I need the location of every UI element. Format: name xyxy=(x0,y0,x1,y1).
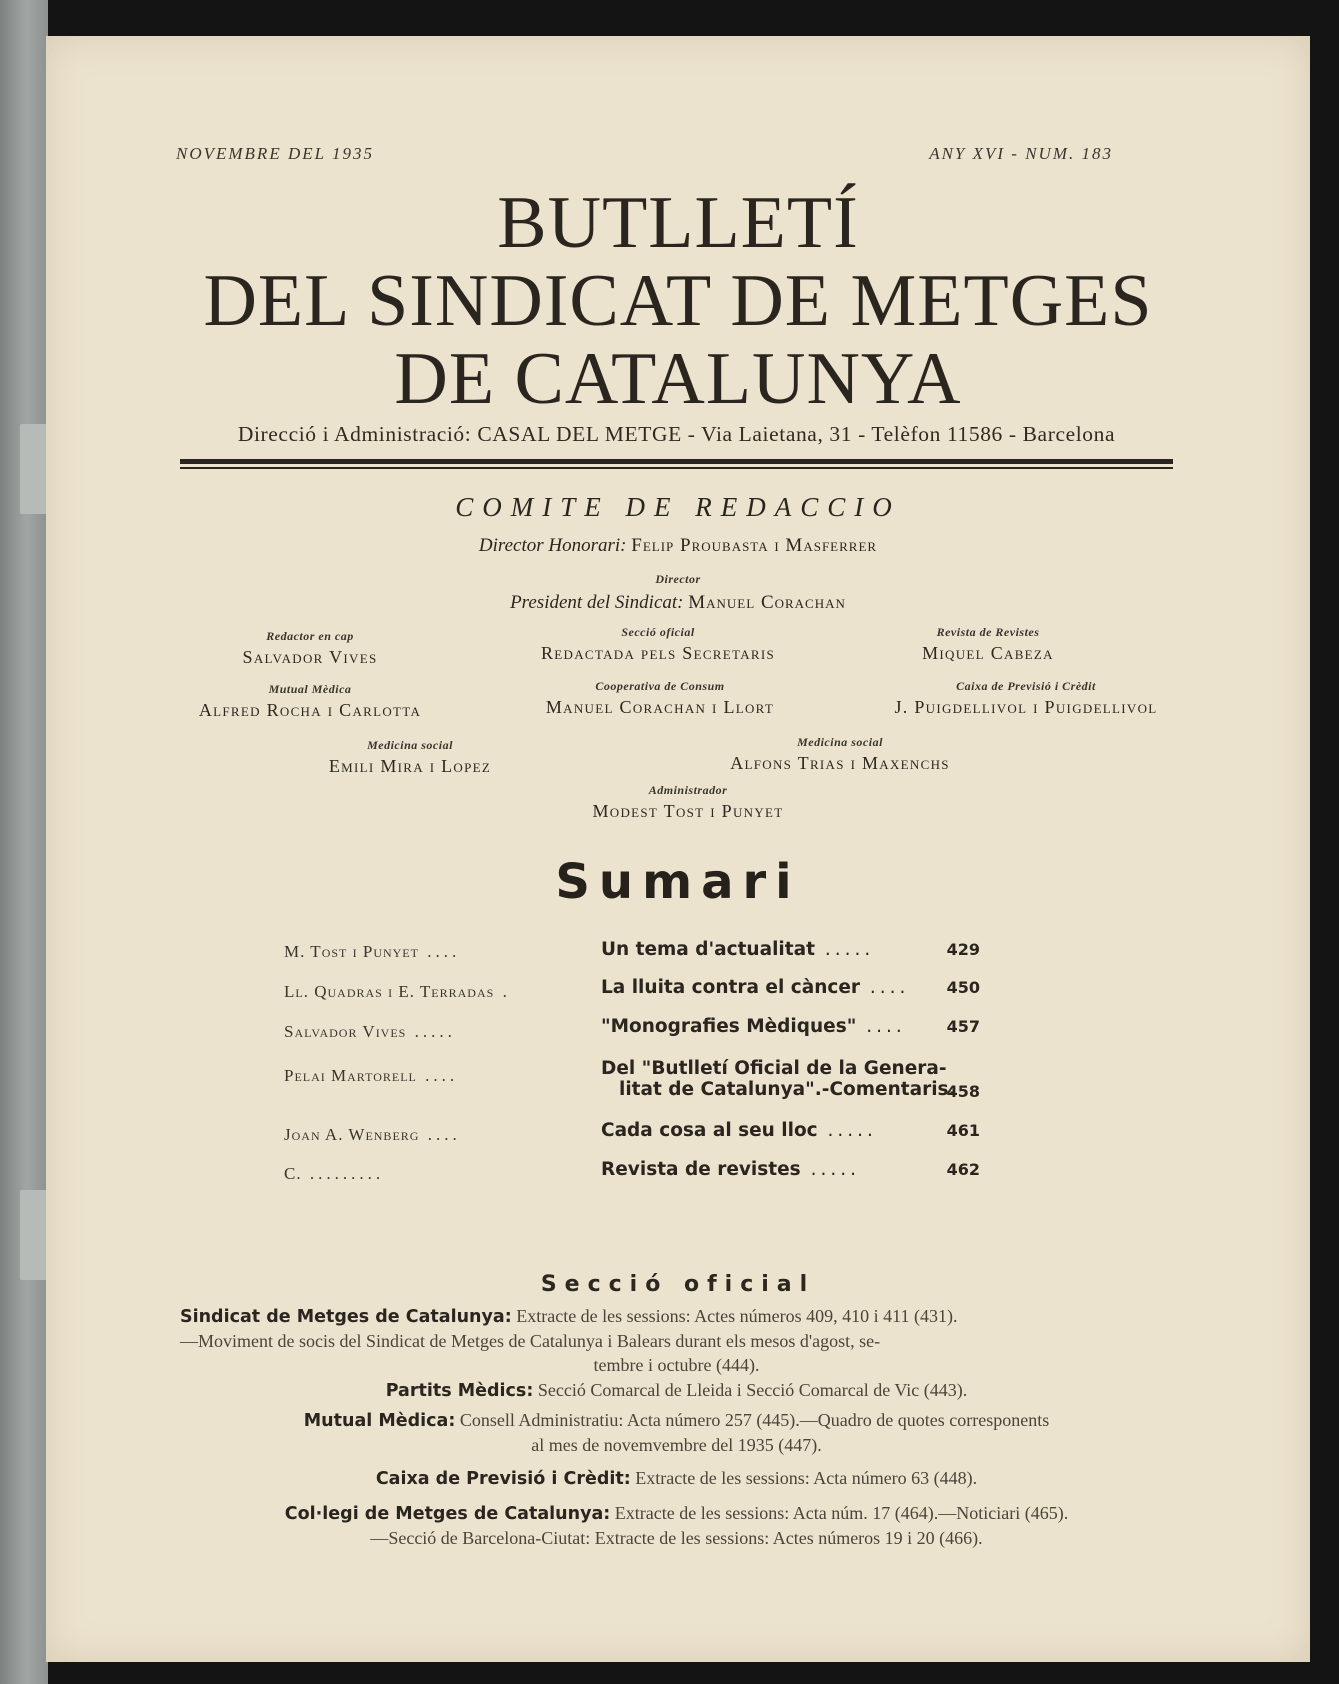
committee-member xyxy=(650,735,1030,774)
president-role: President del Sindicat: xyxy=(510,592,684,613)
member-name: J. Puigdellivol i Puigdellivol xyxy=(894,697,1158,717)
toc-title: Revista de revistes ..... xyxy=(601,1159,860,1180)
official-section-entry: Partits Mèdics: Secció Comarcal de Lleida i Secció Comarcal de Vic (443). xyxy=(385,1380,968,1401)
committee-member xyxy=(120,629,500,668)
member-role: Medicina social xyxy=(797,735,883,749)
member-name: Modest Tost i Punyet xyxy=(592,801,784,821)
member-name: Salvador Vives xyxy=(242,647,378,667)
header-rule xyxy=(180,467,1173,469)
member-role: Secció oficial xyxy=(621,625,695,639)
toc-title: Cada cosa al seu lloc ..... xyxy=(601,1120,877,1141)
document-page xyxy=(46,36,1310,1662)
toc-author: Salvador Vives ..... xyxy=(284,1022,456,1041)
binding-spine xyxy=(0,0,48,1684)
administration-address: Direcció i Administració: CASAL DEL METGE - Via Laietana, 31 - Telèfon 11586 - Barcelona xyxy=(237,422,1116,446)
toc-title: Del "Butlletí Oficial de la Genera- litat de Catalunya".-Comentaris. xyxy=(601,1058,956,1101)
toc-page: 461 xyxy=(946,1121,980,1140)
title-line-2: DEL SINDICAT DE METGES xyxy=(203,260,1153,342)
official-section-entry: Sindicat de Metges de Catalunya: Extracte de les sessions: Actes números 409, 410 i 411 (431). —Moviment de socis del Sindicat de Metges de Catalunya i Balears durant els mesos d'agost, se- tembre i octubre (444). xyxy=(180,1306,958,1375)
director-label: Director xyxy=(655,572,701,586)
president-name: Manuel Corachan xyxy=(688,592,846,613)
committee-member xyxy=(220,738,600,777)
summary-heading: Sumari xyxy=(555,854,801,910)
official-section-entry: Mutual Mèdica: Consell Administratiu: Acta número 257 (445).—Quadro de quotes corresponents al mes de novemvembre del 1935 (447). xyxy=(303,1410,1050,1455)
committee-member xyxy=(836,679,1216,718)
committee-member xyxy=(468,625,848,664)
issue-date: NOVEMBRE DEL 1935 xyxy=(176,144,375,163)
toc-page: 458 xyxy=(946,1082,980,1101)
member-name: Redactada pels Secretaris xyxy=(540,643,776,663)
member-role: Revista de Revistes xyxy=(936,625,1040,639)
toc-author: M. Tost i Punyet .... xyxy=(284,942,461,961)
committee-member xyxy=(470,679,850,718)
toc-author: Ll. Quadras i E. Terradas . xyxy=(284,982,511,1001)
title-line-3: DE CATALUNYA xyxy=(394,338,962,420)
toc-page: 450 xyxy=(946,978,980,997)
toc-page: 429 xyxy=(946,940,980,959)
official-section-entry: Col·legi de Metges de Catalunya: Extracte de les sessions: Acta núm. 17 (464).—Noticiari (465). —Secció de Barcelona-Ciutat: Extracte de les sessions: Actes números 19 i 20 (466). xyxy=(284,1503,1069,1548)
toc-author: C. ......... xyxy=(284,1164,385,1183)
president-line xyxy=(46,592,1310,614)
honorary-director-name: Felip Proubasta i Masferrer xyxy=(631,535,878,556)
member-name: Miquel Cabeza xyxy=(922,643,1054,663)
issue-number: ANY XVI - NUM. 183 xyxy=(929,144,1113,163)
committee-member xyxy=(498,783,878,822)
toc-author: Pelai Martorell .... xyxy=(284,1066,459,1085)
member-name: Manuel Corachan i Llort xyxy=(545,697,775,717)
member-role: Redactor en cap xyxy=(266,629,354,643)
member-role: Mutual Mèdica xyxy=(268,682,352,696)
toc-page: 457 xyxy=(946,1017,980,1036)
member-name: Alfred Rocha i Carlotta xyxy=(198,700,422,720)
member-role: Medicina social xyxy=(367,738,453,752)
toc-author: Joan A. Wenberg .... xyxy=(284,1125,461,1144)
official-section-entry: Caixa de Previsió i Crèdit: Extracte de les sessions: Acta número 63 (448). xyxy=(375,1468,978,1489)
toc-page: 462 xyxy=(946,1160,980,1179)
committee-heading: COMITE DE REDACCIO xyxy=(455,492,901,522)
toc-title: Un tema d'actualitat ..... xyxy=(601,939,875,960)
header-rule xyxy=(180,459,1173,464)
member-name: Emili Mira i Lopez xyxy=(328,756,492,776)
toc-title: "Monografies Mèdiques" .... xyxy=(601,1016,906,1037)
committee-member xyxy=(120,682,500,721)
toc-title: La lluita contra el càncer .... xyxy=(601,977,910,998)
honorary-director-line xyxy=(46,535,1310,557)
member-role: Caixa de Previsió i Crèdit xyxy=(956,679,1096,693)
member-role: Administrador xyxy=(648,783,728,797)
committee-member xyxy=(798,625,1178,664)
member-name: Alfons Trias i Maxenchs xyxy=(730,753,950,773)
honorary-director-role: Director Honorari: xyxy=(478,535,627,556)
member-role: Cooperativa de Consum xyxy=(595,679,725,693)
title-line-1: BUTLLETÍ xyxy=(497,182,859,264)
official-section-heading: Secció oficial xyxy=(540,1272,816,1297)
